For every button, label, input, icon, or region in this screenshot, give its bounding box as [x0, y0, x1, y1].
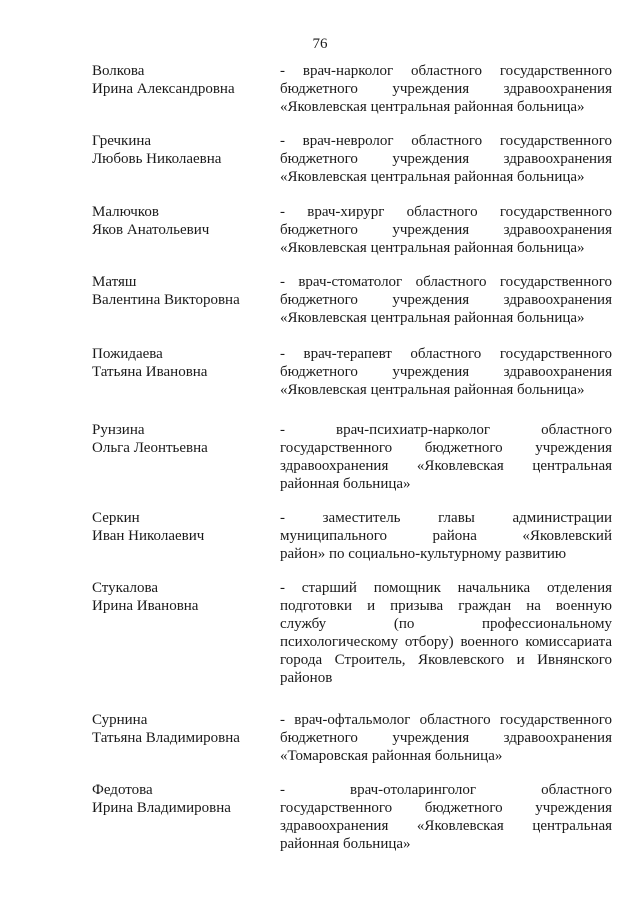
position-line: районная больница» — [280, 476, 411, 492]
member-entry — [92, 579, 612, 687]
member-name — [92, 132, 280, 186]
position-line: бюджетного учреждения здравоохранения — [280, 151, 612, 167]
member-given-names: Ирина Александровна — [92, 81, 235, 97]
member-surname: Матяш — [92, 274, 137, 290]
position-line: - врач-офтальмолог областного государственного — [280, 712, 612, 728]
member-given-names: Валентина Викторовна — [92, 292, 240, 308]
position-line: государственного бюджетного учреждения — [280, 440, 612, 456]
member-position — [280, 132, 612, 186]
position-line: район» по социально-культурному развитию — [280, 546, 567, 562]
member-surname: Федотова — [92, 782, 153, 798]
position-line: - врач-психиатр-нарколог областного — [280, 422, 612, 438]
position-line: бюджетного учреждения здравоохранения — [280, 222, 612, 238]
member-given-names: Иван Николаевич — [92, 528, 205, 544]
position-line: - врач-терапевт областного государственного — [280, 346, 612, 362]
position-line: города Строитель, Яковлевского и Ивнянского — [280, 652, 612, 668]
position-line: - врач-стоматолог областного государственного — [280, 274, 612, 290]
position-line: районов — [280, 670, 333, 686]
member-entry — [92, 345, 612, 399]
member-entry — [92, 781, 612, 853]
position-line: муниципального района «Яковлевский — [280, 528, 612, 544]
member-given-names: Любовь Николаевна — [92, 151, 222, 167]
member-entry — [92, 509, 612, 563]
position-line: бюджетного учреждения здравоохранения — [280, 364, 612, 380]
position-line: «Яковлевская центральная районная больница» — [280, 99, 585, 115]
member-surname: Стукалова — [92, 580, 159, 596]
position-line: подготовки и призыва граждан на военную — [280, 598, 612, 614]
member-position — [280, 711, 612, 765]
member-name — [92, 579, 280, 687]
member-position — [280, 273, 612, 327]
member-entry — [92, 273, 612, 327]
member-name — [92, 421, 280, 493]
position-line: - врач-нарколог областного государственного — [280, 63, 612, 79]
member-position — [280, 781, 612, 853]
member-name — [92, 62, 280, 116]
member-position — [280, 345, 612, 399]
member-position — [280, 579, 612, 687]
position-line: бюджетного учреждения здравоохранения — [280, 292, 612, 308]
member-entry — [92, 711, 612, 765]
position-line: районная больница» — [280, 836, 411, 852]
member-name — [92, 345, 280, 399]
member-surname: Сурнина — [92, 712, 148, 728]
position-line: «Яковлевская центральная районная больница» — [280, 382, 585, 398]
member-name — [92, 509, 280, 563]
member-surname: Рунзина — [92, 422, 145, 438]
member-surname: Гречкина — [92, 133, 152, 149]
position-line: бюджетного учреждения здравоохранения — [280, 730, 612, 746]
member-given-names: Ольга Леонтьевна — [92, 440, 208, 456]
member-entry — [92, 203, 612, 257]
member-surname: Пожидаева — [92, 346, 163, 362]
member-entry — [92, 421, 612, 493]
member-given-names: Татьяна Ивановна — [92, 364, 208, 380]
member-position — [280, 421, 612, 493]
member-surname: Волкова — [92, 63, 145, 79]
member-given-names: Ирина Владимировна — [92, 800, 231, 816]
position-line: «Яковлевская центральная районная больница» — [280, 169, 585, 185]
position-line: - старший помощник начальника отделения — [280, 580, 612, 596]
position-line: - врач-хирург областного государственного — [280, 204, 612, 220]
member-position — [280, 509, 612, 563]
member-entry — [92, 62, 612, 116]
position-line: «Яковлевская центральная районная больница» — [280, 310, 585, 326]
position-line: - врач-отоларинголог областного — [280, 782, 612, 798]
position-line: службу (по профессиональному — [280, 616, 612, 632]
member-name — [92, 711, 280, 765]
member-given-names: Ирина Ивановна — [92, 598, 199, 614]
member-surname: Малючков — [92, 204, 159, 220]
position-line: бюджетного учреждения здравоохранения — [280, 81, 612, 97]
member-given-names: Яков Анатольевич — [92, 222, 210, 238]
position-line: психологическому отбору) военного комиссариата — [280, 634, 612, 650]
position-line: «Томаровская районная больница» — [280, 748, 503, 764]
position-line: - заместитель главы администрации — [280, 510, 612, 526]
page-number: 76 — [312, 36, 328, 52]
position-line: здравоохранения «Яковлевская центральная — [280, 458, 612, 474]
member-name — [92, 781, 280, 853]
member-entry — [92, 132, 612, 186]
member-surname: Серкин — [92, 510, 140, 526]
position-line: - врач-невролог областного государственного — [280, 133, 612, 149]
member-name — [92, 203, 280, 257]
member-name — [92, 273, 280, 327]
member-position — [280, 62, 612, 116]
position-line: государственного бюджетного учреждения — [280, 800, 612, 816]
position-line: здравоохранения «Яковлевская центральная — [280, 818, 612, 834]
position-line: «Яковлевская центральная районная больница» — [280, 240, 585, 256]
member-position — [280, 203, 612, 257]
member-given-names: Татьяна Владимировна — [92, 730, 240, 746]
